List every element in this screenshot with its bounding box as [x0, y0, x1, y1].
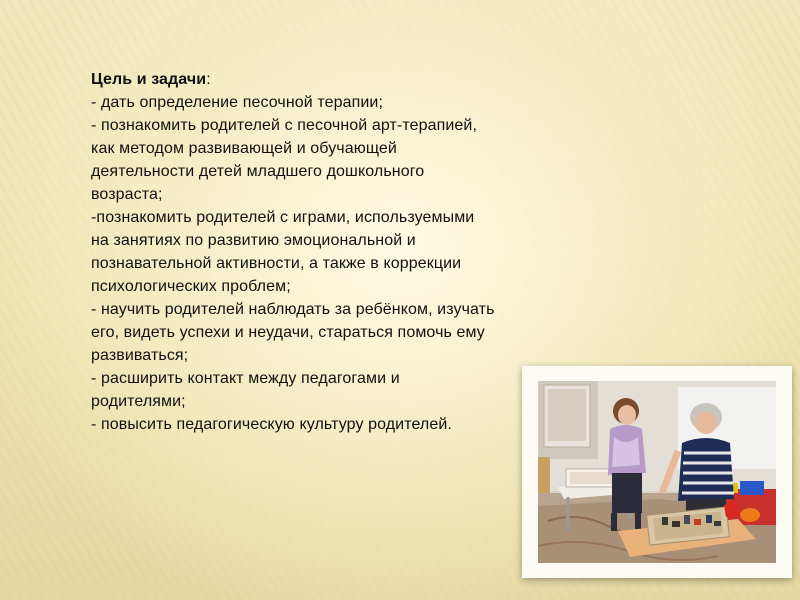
text-line: - научить родителей наблюдать за ребёнком, изучать — [91, 301, 495, 318]
photo-frame — [522, 366, 792, 578]
text-line: познавательной активности, а также в коррекции — [91, 255, 462, 272]
text-line: родителями; — [91, 393, 186, 410]
heading-line — [91, 68, 591, 91]
heading-colon: : — [206, 71, 211, 88]
text-line: - познакомить родителей с песочной арт-терапией, — [91, 117, 478, 134]
text-line: его, видеть успехи и неудачи, стараться помочь ему — [91, 324, 485, 341]
heading: Цель и задачи — [91, 71, 207, 88]
text-line: на занятиях по развитию эмоциональной и — [91, 232, 416, 249]
text-line: - расширить контакт между педагогами и — [91, 370, 400, 387]
text-line: -познакомить родителей с играми, используемыми — [91, 209, 475, 226]
goals-text-block — [91, 68, 591, 436]
text-line: возраста; — [91, 186, 163, 203]
text-line: деятельности детей младшего дошкольного — [91, 163, 425, 180]
text-line: - дать определение песочной терапии; — [91, 94, 383, 111]
text-line: как методом развивающей и обучающей — [91, 140, 397, 157]
text-line: психологических проблем; — [91, 278, 291, 295]
sand-therapy-photo — [538, 381, 776, 563]
text-line: развиваться; — [91, 347, 189, 364]
text-line: - повысить педагогическую культуру родителей. — [91, 416, 452, 433]
